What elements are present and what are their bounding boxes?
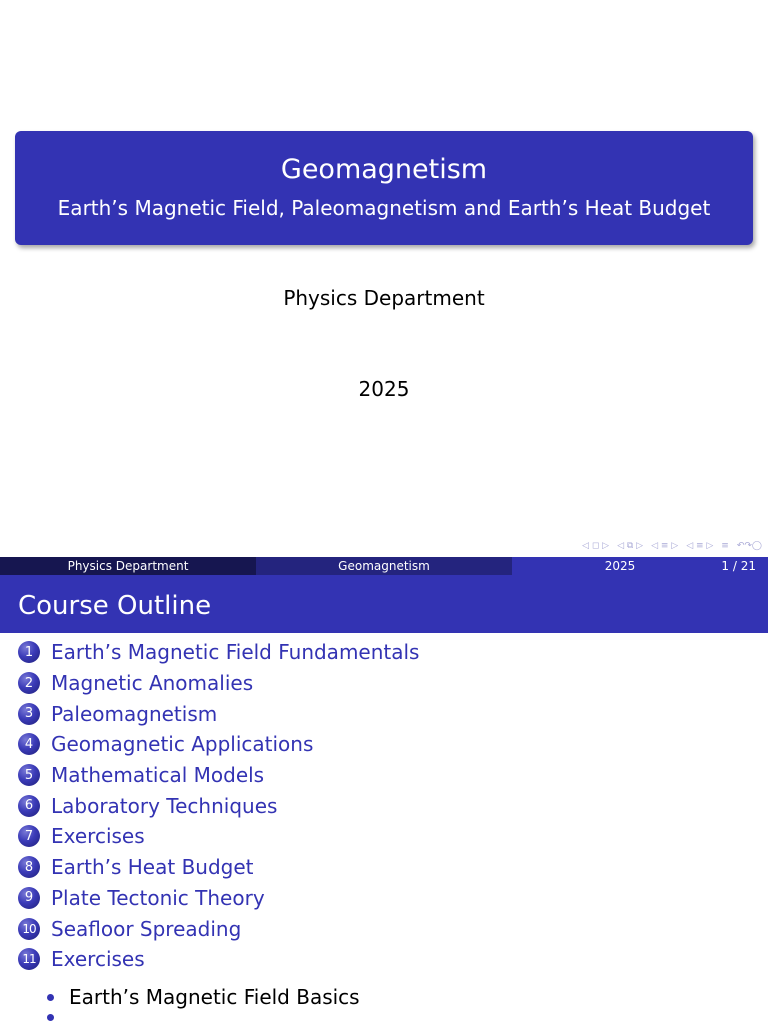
toc-link[interactable]: Exercises (51, 824, 145, 849)
presentation-author: Physics Department (283, 286, 485, 310)
toc-number-badge: 11 (18, 948, 40, 970)
nav-frame-icon[interactable]: ◁ ⧉ ▷ (617, 541, 644, 551)
footline-author: Physics Department (0, 557, 256, 575)
footline-title: Geomagnetism (256, 557, 512, 575)
toc-number-badge: 7 (18, 825, 40, 847)
footline (0, 557, 768, 575)
toc-number-badge: 1 (18, 641, 40, 663)
toc-number-badge: 5 (18, 764, 40, 786)
nav-slide-icon[interactable]: ◁ ◻ ▷ (582, 541, 610, 551)
navigation-symbols[interactable] (582, 538, 762, 554)
toc-link[interactable]: Seafloor Spreading (51, 916, 242, 941)
toc-link[interactable]: Exercises (51, 947, 145, 972)
toc-link[interactable]: Geomagnetic Applications (51, 732, 314, 757)
toc-item[interactable] (18, 883, 419, 914)
toc-link[interactable]: Mathematical Models (51, 763, 265, 788)
toc-number-badge: 8 (18, 856, 40, 878)
nav-document-icon[interactable]: ≡ (721, 541, 729, 551)
toc-subitem-cutoff (47, 1014, 69, 1021)
toc-number-badge: 6 (18, 795, 40, 817)
footline-page-number: 1 / 21 (721, 559, 756, 573)
toc-item[interactable] (18, 913, 419, 944)
toc-link[interactable]: Earth’s Heat Budget (51, 855, 254, 880)
toc-item[interactable] (18, 760, 419, 791)
frame-title: Course Outline (18, 591, 212, 621)
nav-subsection-icon[interactable]: ◁ ≡ ▷ (651, 541, 679, 551)
toc-link[interactable]: Earth’s Magnetic Field Fundamentals (51, 640, 420, 665)
toc-link[interactable]: Paleomagnetism (51, 701, 218, 726)
toc-item[interactable] (18, 637, 419, 668)
bullet-icon (47, 1014, 54, 1021)
toc-item[interactable] (18, 821, 419, 852)
nav-search-icon[interactable]: ↶↷◯ (736, 541, 762, 551)
footline-date-page (512, 557, 768, 575)
toc-subitem-label[interactable]: Earth’s Magnetic Field Basics (69, 985, 360, 1009)
toc-link[interactable]: Laboratory Techniques (51, 793, 278, 818)
frame-title-bar (0, 575, 768, 633)
toc-number-badge: 10 (18, 918, 40, 940)
footline-date: 2025 (604, 559, 636, 573)
toc-item[interactable] (18, 790, 419, 821)
toc-item[interactable] (18, 729, 419, 760)
toc-subitem[interactable] (47, 984, 360, 1010)
nav-section-icon[interactable]: ◁ ≡ ▷ (686, 541, 714, 551)
toc-item[interactable] (18, 698, 419, 729)
presentation-title: Geomagnetism (280, 154, 488, 185)
toc-number-badge: 4 (18, 733, 40, 755)
toc-item[interactable] (18, 852, 419, 883)
toc-number-badge: 3 (18, 703, 40, 725)
toc-item[interactable] (18, 944, 419, 975)
toc-link[interactable]: Plate Tectonic Theory (51, 885, 265, 910)
toc-number-badge: 9 (18, 887, 40, 909)
toc-number-badge: 2 (18, 672, 40, 694)
table-of-contents (18, 637, 419, 975)
presentation-date: 2025 (358, 377, 410, 401)
presentation-subtitle: Earth’s Magnetic Field, Paleomagnetism and Earth’s Heat Budget (57, 196, 711, 220)
toc-item[interactable] (18, 668, 419, 699)
bullet-icon (47, 994, 54, 1001)
title-block (15, 131, 753, 245)
toc-link[interactable]: Magnetic Anomalies (51, 671, 254, 696)
